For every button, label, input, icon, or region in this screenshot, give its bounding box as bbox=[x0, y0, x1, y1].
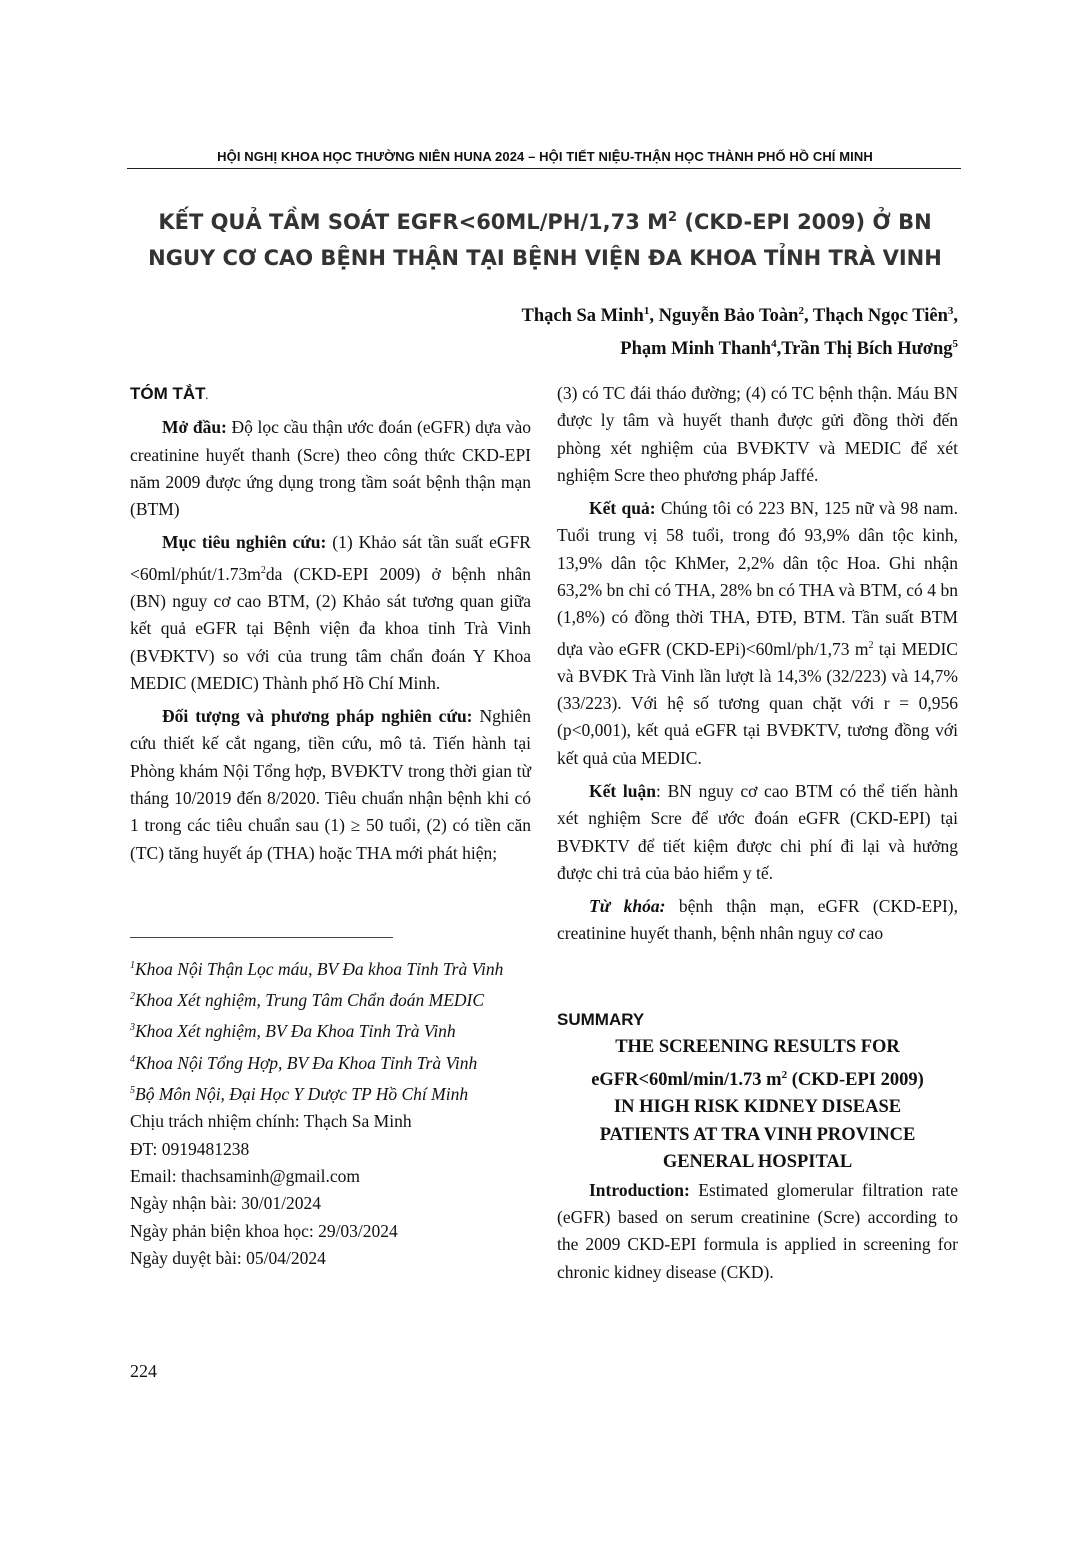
footnote-3-sup: 3 bbox=[130, 1022, 135, 1034]
author-5: ,Trần Thị Bích Hương bbox=[776, 339, 953, 360]
footnote-4 bbox=[130, 1046, 531, 1077]
author-1-sup: 1 bbox=[643, 305, 650, 317]
abstract-conclusion bbox=[557, 778, 958, 887]
article-title bbox=[130, 200, 960, 276]
footnotes bbox=[130, 952, 531, 1273]
accepted-date: Ngày duyệt bài: 05/04/2024 bbox=[130, 1248, 326, 1269]
summary-introduction bbox=[557, 1177, 958, 1286]
conclusion-label: Kết luận bbox=[589, 780, 656, 801]
author-3: , Thạch Ngọc Tiên bbox=[803, 306, 948, 327]
result-text-b: tại MEDIC và BVĐK Trà Vinh lần lượt là 14,3% (32/223) và 14,7% (33/223). Với hệ số tương quan chặt với r = 0,956 (p<0,001), kết quả eGFR tại BVĐKTV, tương đồng với kết quả của MEDIC. bbox=[557, 638, 958, 768]
title-sup: 2 bbox=[668, 210, 678, 225]
summary-intro-text: Estimated glomerular filtration rate (eGFR) based on serum creatinine (Scre) according to the 2009 CKD-EPI formula is applied in screening for chronic kidney disease (CKD). bbox=[557, 1179, 958, 1282]
abstract-method bbox=[130, 703, 531, 867]
author-5-sup: 5 bbox=[952, 338, 958, 351]
author-4-sup: 4 bbox=[771, 338, 777, 351]
summary-title-sup: 2 bbox=[781, 1068, 788, 1081]
abstract-results bbox=[557, 495, 958, 772]
summary-title-line-2a: eGFR<60ml/min/1.73 m bbox=[591, 1069, 782, 1090]
email: Email: thachsaminh@gmail.com bbox=[130, 1165, 360, 1186]
intro-text: Độ lọc cầu thận ước đoán (eGFR) dựa vào creatinine huyết thanh (Scre) theo công thức CKD-EPI năm 2009 được ứng dụng trong tầm soát bệnh thận mạn (BTM) bbox=[130, 417, 531, 520]
footnote-1-sup: 1 bbox=[130, 960, 135, 971]
aim-sup: 2 bbox=[260, 564, 266, 576]
responsible-author: Chịu trách nhiệm chính: Thạch Sa Minh bbox=[130, 1111, 412, 1132]
method-label: Đối tượng và phương pháp nghiên cứu: bbox=[162, 706, 473, 727]
keywords-text: bệnh thận mạn, eGFR (CKD-EPI), creatinine huyết thanh, bệnh nhân nguy cơ cao bbox=[557, 896, 958, 944]
summary-title-line-4: PATIENTS AT TRA VINH PROVINCE bbox=[599, 1124, 916, 1145]
footnote-1-text: Khoa Nội Thận Lọc máu, BV Đa khoa Tỉnh Trà Vinh bbox=[135, 958, 504, 979]
review-date: Ngày phản biện khoa học: 29/03/2024 bbox=[130, 1220, 398, 1241]
footnote-rule bbox=[130, 937, 393, 938]
result-label: Kết quả: bbox=[589, 498, 656, 519]
footnote-3-text: Khoa Xét nghiệm, BV Đa Khoa Tỉnh Trà Vinh bbox=[135, 1021, 456, 1042]
author-3-sup: 3 bbox=[947, 305, 954, 317]
result-sup: 2 bbox=[868, 639, 874, 651]
author-4: Phạm Minh Thanh bbox=[620, 339, 772, 360]
author-2: , Nguyễn Bảo Toàn bbox=[649, 306, 799, 327]
method-continued: (3) có TC đái tháo đường; (4) có TC bệnh thận. Máu BN được ly tâm và huyết thanh được gửi đồng thời đến phòng xét nghiệm của BVĐKTV và MEDIC để xét nghiệm Scre theo phương pháp Jaffé. bbox=[557, 383, 958, 485]
footnote-1 bbox=[130, 952, 531, 983]
title-line-1: KẾT QUẢ TẦM SOÁT EGFR<60ML/PH/1,73 M bbox=[158, 210, 669, 234]
result-text-a: Chúng tôi có 223 BN, 125 nữ và 98 nam. Tuổi trung vị 58 tuổi, trong đó 93,9% dân tộc kinh, 13,9% dân tộc KhMer, 2,2% dân tộc Hoa. Ghi nhận 63,2% bn chỉ có THA, 28% bn có THA và BTM, có 4 bn (1,8%) có đồng thời THA, ĐTĐ, BTM. Tần suất BTM dựa vào eGFR (CKD-EPi)<60ml/ph/1,73 m bbox=[557, 498, 959, 659]
summary-title bbox=[557, 1034, 958, 1177]
abstract-left-column bbox=[130, 380, 531, 873]
page-number: 224 bbox=[130, 1361, 157, 1381]
aim-label: Mục tiêu nghiên cứu: bbox=[162, 532, 327, 553]
intro-label: Mở đầu: bbox=[162, 417, 227, 438]
author-2-sup: 2 bbox=[798, 305, 804, 317]
summary-section bbox=[557, 1010, 958, 1286]
author-1: Thạch Sa Minh bbox=[521, 306, 644, 327]
footnote-2-text: Khoa Xét nghiệm, Trung Tâm Chẩn đoán MEDIC bbox=[135, 990, 485, 1011]
title-line-1-end: (CKD-EPI 2009) Ở BN bbox=[677, 210, 932, 234]
summary-title-line-2b: (CKD-EPI 2009) bbox=[787, 1069, 924, 1090]
abstract-aim bbox=[130, 529, 531, 697]
footnote-2-sup: 2 bbox=[130, 991, 135, 1003]
method-text: Nghiên cứu thiết kế cắt ngang, tiền cứu, mô tả. Tiến hành tại Phòng khám Nội Tổng hợp, BVĐKTV trong thời gian từ tháng 10/2019 đến 8/2020. Tiêu chuẩn nhận bệnh khi có 1 trong các tiêu chuẩn sau (1) ≥ 50 tuổi, (2) có tiền căn (TC) tăng huyết áp (THA) hoặc THA mới phát hiện; bbox=[130, 706, 531, 863]
keywords-label: Từ khóa: bbox=[589, 896, 666, 917]
footnote-2 bbox=[130, 983, 531, 1014]
summary-title-line-2 bbox=[557, 1062, 958, 1095]
summary-title-line-5: GENERAL HOSPITAL bbox=[662, 1152, 853, 1173]
footnote-5 bbox=[130, 1077, 531, 1108]
running-header: HỘI NGHỊ KHOA HỌC THƯỜNG NIÊN HUNA 2024 – HỘI TIẾT NIỆU-THẬN HỌC THÀNH PHỐ HỒ CHÍ MINH bbox=[217, 149, 873, 164]
received-date: Ngày nhận bài: 30/01/2024 bbox=[130, 1193, 322, 1214]
abstract-right-column bbox=[557, 380, 958, 954]
aim-text-b: da (CKD-EPI 2009) ở bệnh nhân (BN) nguy cơ cao BTM, (2) Khảo sát tương quan giữa kết quả eGFR tại Bệnh viện đa khoa tỉnh Trà Vinh (BVĐKTV) so với của trung tâm chẩn đoán Y Khoa MEDIC (MEDIC) Thành phố Hồ Chí Minh. bbox=[130, 563, 531, 693]
footnote-3 bbox=[130, 1014, 531, 1045]
summary-title-line-3: IN HIGH RISK KIDNEY DISEASE bbox=[613, 1097, 902, 1118]
author-list bbox=[521, 297, 958, 363]
abstract-heading-text: TÓM TẮT bbox=[130, 384, 206, 403]
abstract-heading bbox=[130, 380, 531, 410]
title-line-2: NGUY CƠ CAO BỆNH THẬN TẠI BỆNH VIỆN ĐA KHOA TỈNH TRÀ VINH bbox=[148, 246, 942, 270]
abstract-heading-dot: . bbox=[205, 391, 209, 401]
summary-title-line-1: THE SCREENING RESULTS FOR bbox=[615, 1037, 900, 1057]
author-3-comma: , bbox=[953, 306, 958, 327]
conclusion-text: : BN nguy cơ cao BTM có thể tiến hành xét nghiệm Scre để ước đoán eGFR (CKD-EPI) tại BVĐKTV để tiết kiệm được chi phí đi lại và hưởng được chi trả của bảo hiểm y tế. bbox=[557, 780, 958, 883]
summary-heading: SUMMARY bbox=[557, 1010, 645, 1029]
abstract-intro bbox=[130, 414, 531, 523]
footnote-4-sup: 4 bbox=[130, 1053, 135, 1065]
footnote-5-sup: 5 bbox=[130, 1084, 135, 1096]
header-rule bbox=[127, 168, 961, 169]
aim-text-a: (1) Khảo sát tần suất eGFR <60ml/phút/1.73m bbox=[130, 532, 531, 584]
footnote-5-text: Bộ Môn Nội, Đại Học Y Dược TP Hồ Chí Minh bbox=[135, 1083, 469, 1104]
summary-intro-label: Introduction: bbox=[589, 1179, 690, 1200]
phone: ĐT: 0919481238 bbox=[130, 1138, 250, 1159]
abstract-keywords bbox=[557, 893, 958, 948]
footnote-4-text: Khoa Nội Tổng Hợp, BV Đa Khoa Tỉnh Trà Vinh bbox=[135, 1052, 478, 1073]
